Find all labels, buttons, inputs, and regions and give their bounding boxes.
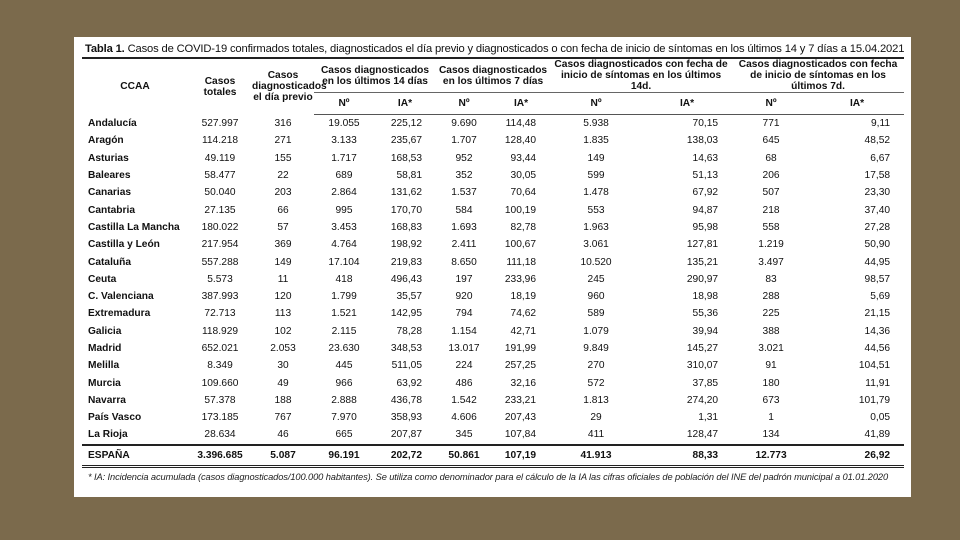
table-cell: 49.119	[204, 152, 236, 164]
table-cell: 1.835	[583, 135, 609, 147]
total-row	[82, 445, 904, 467]
row-ccaa-name: Castilla La Mancha	[88, 221, 180, 233]
table-cell: 57	[277, 221, 289, 233]
table-cell: 1.963	[583, 221, 609, 233]
table-cell: 170,70	[390, 204, 423, 216]
header-dia-previo: Casos diagnosticados el día previo	[252, 70, 327, 104]
table-cell: 1.707	[451, 135, 477, 147]
table-cell: 233,21	[504, 394, 537, 406]
table-cell: 4.764	[331, 239, 357, 251]
table-cell: 589	[587, 308, 605, 320]
table-cell: 74,62	[510, 308, 537, 320]
table-cell: 233,96	[504, 273, 537, 285]
table-cell: 37,40	[864, 204, 891, 216]
total-cell: 5.087	[252, 445, 314, 467]
table-cell: 572	[587, 377, 605, 389]
table-cell: 27.135	[204, 204, 236, 216]
table-cell: 113	[274, 308, 292, 320]
table-cell: 689	[335, 170, 353, 182]
table-cell: 218	[762, 204, 780, 216]
table-cell: 127,81	[686, 239, 719, 251]
table-cell: 120	[274, 291, 292, 303]
table-cell: 1.154	[451, 325, 477, 337]
table-cell: 68	[765, 152, 777, 164]
table-cell: 310,07	[686, 360, 719, 372]
table-cell: 418	[335, 273, 353, 285]
table-cell: 63,92	[396, 377, 423, 389]
table-cell: 14,63	[692, 152, 719, 164]
row-ccaa-name: Castilla y León	[88, 239, 160, 251]
table-cell: 70,64	[510, 187, 537, 199]
table-cell: 3.497	[758, 256, 784, 268]
table-cell: 6,67	[870, 152, 891, 164]
table-row	[82, 115, 904, 133]
table-cell: 168,53	[390, 152, 423, 164]
table-cell: 8.650	[451, 256, 477, 268]
table-cell: 149	[274, 256, 292, 268]
table-cell: 107,84	[504, 429, 537, 441]
header-n-7: Nº	[436, 93, 492, 115]
table-cell: 101,79	[858, 394, 891, 406]
table-cell: 207,87	[390, 429, 423, 441]
row-ccaa-name: La Rioja	[88, 429, 128, 441]
row-ccaa-name: Cantabria	[88, 204, 135, 216]
row-ccaa-name: C. Valenciana	[88, 291, 154, 303]
table-cell: 9.690	[451, 118, 477, 130]
table-row	[82, 150, 904, 167]
table-row	[82, 271, 904, 288]
table-cell: 197	[455, 273, 473, 285]
table-cell: 58.477	[204, 170, 236, 182]
row-ccaa-name: Extremadura	[88, 308, 151, 320]
row-ccaa-name: Ceuta	[88, 273, 117, 285]
table-cell: 219,83	[390, 256, 423, 268]
table-cell: 1	[768, 412, 774, 424]
table-cell: 316	[274, 117, 292, 129]
table-cell: 32,16	[510, 377, 537, 389]
header-ia-sint-14: IA*	[642, 93, 732, 115]
table-cell: 4.606	[451, 412, 477, 424]
table-cell: 1.079	[583, 325, 609, 337]
table-cell: 114.218	[201, 135, 239, 147]
table-cell: 557.288	[201, 256, 239, 268]
table-cell: 388	[762, 325, 780, 337]
table-cell: 2.888	[331, 394, 357, 406]
table-row	[82, 374, 904, 391]
table-cell: 46	[277, 429, 289, 441]
table-cell: 50.040	[204, 187, 236, 199]
table-cell: 652.021	[201, 343, 239, 354]
table-cell: 57.378	[204, 394, 236, 406]
table-cell: 131,62	[390, 187, 423, 199]
table-cell: 673	[762, 394, 780, 406]
header-n-sint-14: Nº	[550, 93, 642, 115]
table-cell: 203	[274, 187, 292, 199]
table-cell: 93,44	[510, 152, 537, 164]
table-title-text: Casos de COVID-19 confirmados totales, diagnosticados el día previo y diagnosticados o con fecha de inicio de síntomas en los últimos 14 y 7 días a 15.04.2021	[124, 43, 905, 55]
table-cell: 952	[455, 152, 473, 164]
row-ccaa-name: Melilla	[88, 360, 120, 372]
table-row	[82, 288, 904, 305]
table-cell: 225	[762, 308, 780, 320]
table-cell: 27,28	[864, 221, 891, 233]
table-cell: 23,30	[864, 187, 891, 199]
table-cell: 135,21	[686, 256, 719, 268]
table-cell: 11,91	[865, 377, 891, 389]
table-cell: 257,25	[504, 360, 537, 372]
table-cell: 149	[587, 152, 605, 164]
table-cell: 21,15	[864, 308, 891, 320]
table-cell: 168,83	[390, 221, 423, 233]
row-ccaa-name: Navarra	[88, 394, 126, 406]
table-cell: 5.938	[583, 118, 609, 130]
table-cell: 100,19	[504, 204, 537, 216]
table-cell: 1.478	[583, 187, 609, 199]
row-ccaa-name: Baleares	[88, 170, 131, 182]
covid-table	[82, 57, 904, 468]
table-cell: 3.021	[758, 343, 784, 354]
table-row	[82, 357, 904, 374]
table-cell: 1.799	[331, 291, 357, 303]
table-cell: 198,92	[390, 239, 423, 251]
table-row	[82, 236, 904, 253]
table-cell: 3.061	[583, 239, 609, 251]
table-cell: 42,71	[510, 325, 537, 337]
total-cell: 50.861	[436, 445, 492, 467]
table-cell: 7.970	[331, 412, 357, 424]
table-cell: 128,47	[686, 429, 719, 441]
total-cell: 41.913	[550, 445, 642, 467]
table-cell: 794	[455, 308, 473, 320]
footnote: * IA: Incidencia acumulada (casos diagnosticados/100.000 habitantes). Se utiliza como denominador para el cálculo de la IA las cifras oficiales de población del INE del padrón municipal a 01.01.2020	[88, 471, 889, 482]
table-cell: 2.864	[331, 187, 357, 199]
table-cell: 23.630	[328, 343, 360, 354]
table-cell: 30	[277, 360, 289, 372]
total-cell: 3.396.685	[188, 445, 252, 467]
table-cell: 553	[587, 204, 605, 216]
table-cell: 5,69	[870, 291, 891, 303]
table-cell: 104,51	[858, 360, 891, 372]
table-row	[82, 132, 904, 149]
table-cell: 17.104	[328, 256, 360, 268]
table-cell: 436,78	[390, 394, 423, 406]
table-cell: 180.022	[201, 221, 239, 233]
table-cell: 3.453	[331, 221, 357, 233]
total-label: ESPAÑA	[82, 445, 188, 467]
table-cell: 771	[762, 118, 780, 130]
table-cell: 95,98	[692, 221, 719, 233]
table-cell: 527.997	[201, 117, 239, 129]
table-cell: 9.849	[583, 343, 609, 354]
table-cell: 180	[762, 377, 780, 389]
table-cell: 55,36	[692, 308, 719, 320]
table-cell: 145,27	[686, 343, 719, 354]
row-ccaa-name: Aragón	[88, 135, 124, 147]
header-group-14-dias: Casos diagnosticados en los últimos 14 días	[314, 58, 436, 93]
row-ccaa-name: Asturias	[88, 152, 129, 164]
table-cell: 11	[277, 273, 289, 285]
header-n-14: Nº	[314, 93, 374, 115]
table-cell: 83	[765, 273, 777, 285]
table-cell: 5.573	[207, 273, 233, 285]
table-cell: 10.520	[580, 256, 612, 268]
table-cell: 91	[765, 360, 777, 372]
table-cell: 66	[277, 204, 289, 216]
table-cell: 445	[335, 360, 353, 372]
header-ia-sint-7: IA*	[810, 93, 904, 115]
table-cell: 0,05	[870, 412, 891, 424]
table-cell: 18,98	[692, 291, 719, 303]
table-cell: 29	[590, 412, 602, 424]
table-cell: 966	[335, 377, 353, 389]
table-cell: 48,52	[864, 135, 891, 147]
table-cell: 51,13	[692, 170, 719, 182]
table-cell: 2.115	[331, 325, 357, 337]
table-cell: 645	[762, 135, 780, 147]
table-cell: 352	[455, 170, 473, 182]
table-cell: 94,87	[692, 204, 719, 216]
table-cell: 1.542	[451, 394, 477, 406]
table-cell: 58,81	[396, 170, 423, 182]
table-cell: 109.660	[201, 377, 239, 389]
total-cell: 202,72	[374, 445, 436, 467]
table-cell: 100,67	[504, 239, 537, 251]
table-cell: 767	[274, 412, 292, 424]
table-cell: 30,05	[510, 170, 537, 182]
table-cell: 290,97	[686, 273, 719, 285]
table-cell: 271	[274, 135, 292, 147]
table-cell: 142,95	[390, 308, 423, 320]
table-cell: 599	[587, 170, 605, 182]
table-cell: 486	[455, 377, 473, 389]
table-cell: 1.693	[451, 221, 477, 233]
table-cell: 82,78	[510, 221, 537, 233]
table-cell: 41,89	[864, 429, 891, 441]
total-cell: 96.191	[314, 445, 374, 467]
table-cell: 274,20	[686, 394, 719, 406]
table-cell: 225,12	[390, 118, 423, 130]
table-cell: 191,99	[504, 343, 537, 354]
table-cell: 22	[277, 170, 289, 182]
row-ccaa-name: Andalucía	[88, 117, 137, 129]
table-cell: 9,11	[870, 118, 891, 130]
table-cell: 188	[274, 394, 292, 406]
table-cell: 49	[277, 377, 289, 389]
table-cell: 78,28	[396, 325, 423, 337]
table-cell: 584	[455, 204, 473, 216]
table-cell: 3.133	[331, 135, 357, 147]
table-cell: 235,67	[390, 135, 423, 147]
table-cell: 8.349	[207, 360, 233, 372]
table-cell: 1,31	[698, 412, 719, 424]
table-cell: 558	[762, 221, 780, 233]
table-cell: 345	[455, 429, 473, 441]
table-cell: 118.929	[201, 325, 239, 337]
table-cell: 13.017	[448, 343, 480, 354]
table-cell: 70,15	[692, 118, 719, 130]
table-cell: 128,40	[504, 135, 537, 147]
table-cell: 507	[762, 187, 780, 199]
table-cell: 207,43	[504, 412, 537, 424]
table-title	[85, 43, 903, 55]
row-ccaa-name: Murcia	[88, 377, 121, 389]
table-cell: 920	[455, 291, 473, 303]
table-cell: 44,95	[864, 256, 891, 268]
table-row	[82, 340, 904, 357]
table-cell: 1.521	[331, 308, 357, 320]
table-cell: 98,57	[864, 273, 891, 285]
header-group-sintomas-7d: Casos diagnosticados con fecha de inicio de síntomas en los últimos 7d.	[732, 58, 904, 93]
table-cell: 111,18	[506, 256, 537, 268]
table-cell: 114,48	[505, 118, 537, 130]
table-cell: 411	[587, 429, 605, 441]
table-cell: 270	[587, 360, 605, 372]
table-cell: 1.219	[758, 239, 784, 251]
table-row	[82, 253, 904, 270]
table-row	[82, 184, 904, 201]
table-cell: 50,90	[864, 239, 891, 251]
table-cell: 173.185	[201, 412, 239, 424]
table-cell: 14,36	[864, 325, 891, 337]
table-row	[82, 201, 904, 218]
header-ccaa: CCAA	[120, 81, 150, 93]
table-cell: 206	[762, 170, 780, 182]
table-cell: 2.053	[270, 343, 296, 354]
table-row	[82, 426, 904, 444]
total-cell: 26,92	[810, 445, 904, 467]
table-cell: 960	[587, 291, 605, 303]
table-cell: 348,53	[390, 343, 423, 354]
table-cell: 102	[274, 325, 292, 337]
header-casos-totales: Casos totales	[203, 75, 237, 98]
table-row	[82, 323, 904, 340]
table-cell: 17,58	[864, 170, 891, 182]
header-ia-7: IA*	[492, 93, 550, 115]
table-cell: 387.993	[201, 291, 239, 303]
row-ccaa-name: Galicia	[88, 325, 122, 337]
row-ccaa-name: Cataluña	[88, 256, 132, 268]
table-cell: 72.713	[204, 308, 236, 320]
total-cell: 107,19	[492, 445, 550, 467]
header-group-sintomas-14d: Casos diagnosticados con fecha de inicio de síntomas en los últimos 14d.	[550, 58, 732, 93]
table-row	[82, 409, 904, 426]
table-cell: 138,03	[686, 135, 719, 147]
table-row	[82, 305, 904, 322]
table-row	[82, 219, 904, 236]
table-cell: 1.537	[451, 187, 477, 199]
header-n-sint-7: Nº	[732, 93, 810, 115]
table-cell: 665	[335, 429, 353, 441]
table-cell: 134	[762, 429, 780, 441]
table-cell: 496,43	[390, 273, 423, 285]
table-cell: 245	[587, 273, 605, 285]
header-ia-14: IA*	[374, 93, 436, 115]
table-cell: 224	[455, 360, 473, 372]
table-cell: 67,92	[692, 187, 719, 199]
table-cell: 37,85	[692, 377, 719, 389]
row-ccaa-name: País Vasco	[88, 412, 142, 424]
table-cell: 35,57	[396, 291, 423, 303]
table-card	[74, 37, 911, 497]
table-cell: 44,56	[864, 343, 891, 354]
table-cell: 217.954	[201, 239, 239, 251]
table-title-label: Tabla 1.	[85, 43, 125, 55]
table-cell: 358,93	[390, 412, 423, 424]
table-cell: 369	[274, 239, 292, 251]
table-cell: 511,05	[391, 360, 423, 372]
row-ccaa-name: Canarias	[88, 187, 132, 199]
table-cell: 39,94	[692, 325, 719, 337]
table-cell: 288	[762, 291, 780, 303]
table-cell: 18,19	[510, 291, 537, 303]
table-cell: 28.634	[204, 429, 236, 441]
table-cell: 1.813	[583, 394, 609, 406]
table-cell: 995	[335, 204, 353, 216]
table-row	[82, 167, 904, 184]
table-cell: 19.055	[328, 118, 360, 130]
table-cell: 1.717	[331, 152, 357, 164]
header-group-7-dias: Casos diagnosticados en los últimos 7 días	[436, 58, 550, 93]
total-cell: 88,33	[642, 445, 732, 467]
row-ccaa-name: Madrid	[88, 343, 122, 354]
table-cell: 2.411	[451, 239, 477, 251]
table-cell: 155	[274, 152, 292, 164]
table-row	[82, 392, 904, 409]
total-cell: 12.773	[732, 445, 810, 467]
